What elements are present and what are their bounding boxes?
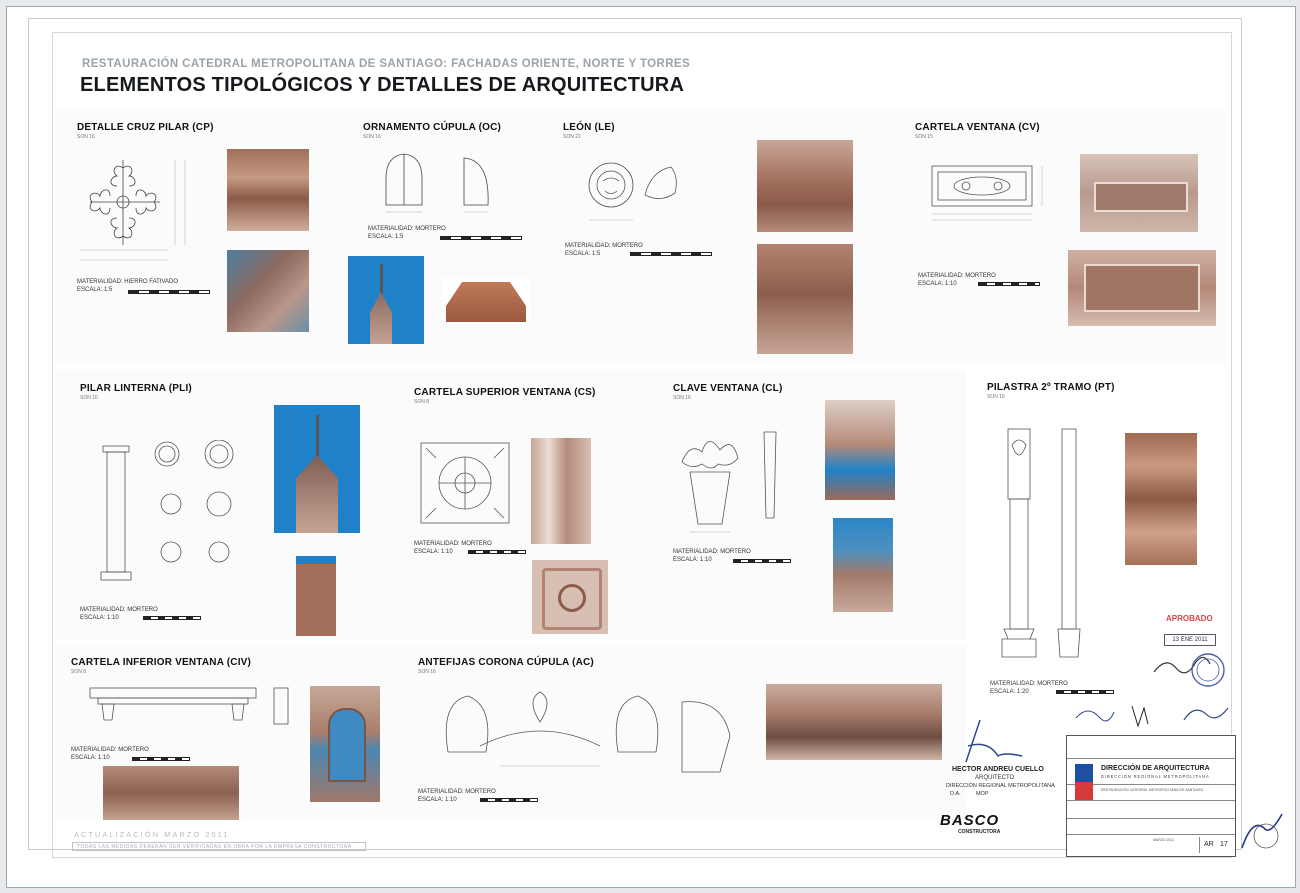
government-logo [1075,764,1093,800]
cs-photo-detail [532,560,608,634]
lantern-pillar-drawing [95,440,245,585]
section-sub-ac: SON 16 [418,669,436,675]
scale-bar-ac [480,798,538,802]
contractor-logo: BASCO [940,812,1000,829]
project-title: RESTAURACIÓN CATEDRAL METROPOLITANA DE SANTIAGO: FACHADAS ORIENTE, NORTE Y TORRES [82,58,691,70]
section-sub-oc: SON 16 [363,134,381,140]
cross-pillar-drawing [80,150,200,270]
section-sub-cs: SON 8 [414,399,430,405]
materiality-civ: MATERIALIDAD: MORTERO [71,747,149,753]
scale-bar-pli [143,616,201,620]
materiality-ac: MATERIALIDAD: MORTERO [418,789,496,795]
approval-seal [1150,644,1230,690]
materiality-pli: MATERIALIDAD: MORTERO [80,607,158,613]
section-sub-cv: SON 15 [915,134,933,140]
scale-cv: ESCALA: 1:10 [918,281,957,287]
tb-dept: DIRECCIÓN DE ARQUITECTURA [1101,765,1210,772]
pli-photo-tower [274,405,360,533]
scale-ac: ESCALA: 1:10 [418,797,457,803]
section-title-pli: PILAR LINTERNA (PLI) [80,383,192,394]
lion-drawing [565,155,695,230]
cl-photo-top [825,400,895,500]
section-title-cl: CLAVE VENTANA (CL) [673,383,783,394]
dome-ornament-drawing [380,150,520,220]
section-sub-cl: SON 16 [673,395,691,401]
tb-sheet-cell [1199,837,1234,853]
cs-photo-facade [531,438,591,544]
materiality-cs: MATERIALIDAD: MORTERO [414,541,492,547]
tb-region: DIRECCIÓN REGIONAL METROPOLITANA [1101,774,1210,779]
civ-photo-bottom [103,766,239,820]
scale-bar-cl [733,559,791,563]
window-cartouche-drawing [928,160,1053,225]
section-title-cp: DETALLE CRUZ PILAR (CP) [77,122,214,133]
cv-photo-bottom [1068,250,1216,326]
materiality-cv: MATERIALIDAD: MORTERO [918,273,996,279]
materiality-cl: MATERIALIDAD: MORTERO [673,549,751,555]
section-title-cv: CARTELA VENTANA (CV) [915,122,1040,133]
section-sub-cp: SON 16 [77,134,95,140]
tb-sheet-code: AR [1204,841,1214,848]
tb-date: MARZO 2011 [1153,838,1175,842]
architect-dept: DIRECCIÓN REGIONAL METROPOLITANA [946,783,1055,789]
pt-photo [1125,433,1197,565]
lower-cartouche-drawing [86,684,296,736]
cl-photo-bottom [833,518,893,612]
pli-photo-detail [296,556,336,636]
title-block [1066,735,1236,857]
update-note: ACTUALIZACIÓN MARZO 2011 [74,830,230,839]
scale-bar-cv [978,282,1040,286]
section-title-ac: ANTEFIJAS CORONA CÚPULA (AC) [418,657,594,668]
scale-cl: ESCALA: 1:10 [673,557,712,563]
section-sub-le: SON 22 [563,134,581,140]
section-title-oc: ORNAMENTO CÚPULA (OC) [363,122,502,133]
scale-bar-cp [128,290,210,294]
oc-photo-ornament [442,278,530,324]
cp-photo-top [227,149,309,231]
section-title-cs: CARTELA SUPERIOR VENTANA (CS) [414,387,596,398]
pilaster-drawing [990,425,1090,670]
section-title-pt: PILASTRA 2º TRAMO (PT) [987,382,1115,393]
section-title-civ: CARTELA INFERIOR VENTANA (CIV) [71,657,252,668]
section-sub-civ: SON 8 [71,669,87,675]
scale-civ: ESCALA: 1:10 [71,755,110,761]
architect-signature [960,716,1030,766]
scale-bar-cs [468,550,526,554]
scale-bar-oc [440,236,522,240]
approved-date: 13 ENE 2011 [1164,634,1216,646]
contractor-sub: CONSTRUCTORA [958,829,1001,835]
materiality-pt: MATERIALIDAD: MORTERO [990,681,1068,687]
scale-bar-civ [132,757,190,761]
section-sub-pli: SON 10 [80,395,98,401]
tb-sheet-number: 17 [1220,841,1228,848]
dome-crown-antefix-drawing [420,682,750,782]
page-title: ELEMENTOS TIPOLÓGICOS Y DETALLES DE ARQUITECTURA [80,74,685,96]
architect-dept2: D.A. MOP [950,791,989,797]
cp-photo-bottom [227,250,309,332]
tb-project: RESTAURACIÓN CATEDRAL METROPOLITANA DE SANTIAGO [1101,788,1204,792]
section-title-le: LEÓN (LE) [563,122,615,133]
scale-oc: ESCALA: 1:5 [368,234,404,240]
upper-cartouche-drawing [418,440,513,532]
corner-seal [1236,810,1286,854]
scale-cp: ESCALA: 1:5 [77,287,113,293]
scale-pt: ESCALA: 1:20 [990,689,1029,695]
scale-pli: ESCALA: 1:10 [80,615,119,621]
ac-photo [766,684,942,760]
window-keystone-drawing [672,428,792,538]
approved-stamp: APROBADO [1166,614,1213,623]
materiality-oc: MATERIALIDAD: MORTERO [368,226,446,232]
scale-bar-le [630,252,712,256]
architect-name: HECTOR ANDREU CUELLO [952,766,1044,773]
approval-signatures [1066,694,1234,734]
section-sub-pt: SON 16 [987,394,1005,400]
verification-note: TODAS LAS MEDIDAS DEBERÁN SER VERIFICADAS EN OBRA POR LA EMPRESA CONSTRUCTORA [72,842,366,851]
le-photo-top [757,140,853,232]
materiality-cp: MATERIALIDAD: HIERRO FATIVADO [77,279,179,285]
civ-photo-window [310,686,380,802]
materiality-le: MATERIALIDAD: MORTERO [565,243,643,249]
cv-photo-top [1080,154,1198,232]
architect-role: ARQUITECTO [975,775,1015,781]
oc-photo-sky [348,256,424,344]
le-photo-bottom [757,244,853,354]
scale-cs: ESCALA: 1:10 [414,549,453,555]
scale-le: ESCALA: 1:5 [565,251,601,257]
